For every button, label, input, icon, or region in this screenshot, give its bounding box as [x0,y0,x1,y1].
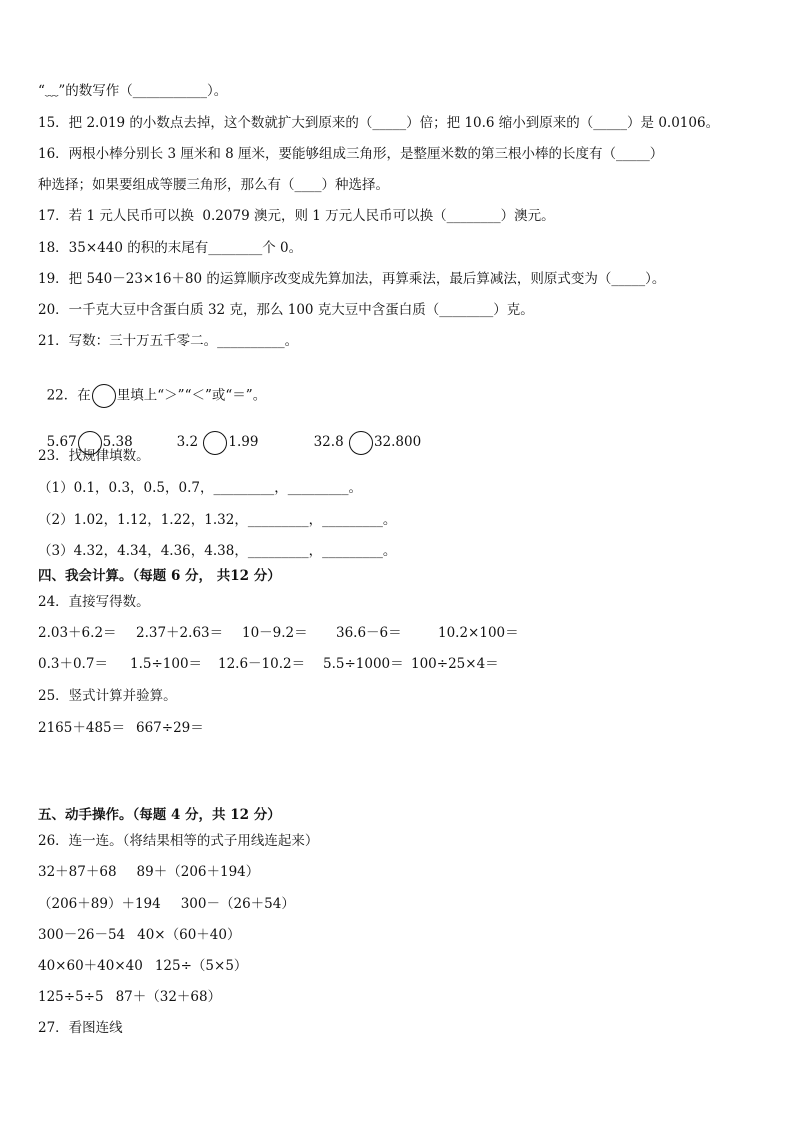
compare-right: 32.800 [373,434,422,450]
compare-circle-input[interactable] [203,431,227,455]
compare-left: 32.8 [313,434,344,450]
calc-item: 36.6－6＝ [336,625,402,641]
question-21: 21．写数：三十万五千零二。__________。 [38,333,299,349]
question-16-line1: 16．两根小棒分别长 3 厘米和 8 厘米，要能够组成三角形，是整厘米数的第三根小棒的长度有（_____） [38,146,664,162]
match-left[interactable]: 32＋87＋68 [38,864,117,880]
match-left[interactable]: 300－26－54 [38,927,126,943]
compare-left: 5.67 [46,434,77,450]
match-row [38,926,240,944]
question-17: 17．若 1 元人民币可以换 0.2079 澳元，则 1 万元人民币可以换（________）澳元。 [38,208,555,224]
compare-right: 5.38 [102,434,133,450]
calc-item: 10－9.2＝ [242,625,308,641]
match-row [38,988,221,1006]
question-23-3: （3）4.32，4.34，4.36，4.38，_________，_________。 [38,543,397,559]
section-4-heading: 四、我会计算。（每题 6 分， 共12 分） [38,568,281,584]
calc-item: 100÷25×4＝ [411,656,499,672]
fill-number-item: “﹏”的数写作（___________）。 [38,83,228,99]
question-23-1: （1）0.1，0.3，0.5，0.7，_________，_________。 [38,480,362,496]
question-16-line2: 种选择；如果要组成等腰三角形，那么有（____）种选择。 [38,177,389,193]
match-right[interactable]: 87＋（32＋68） [115,989,222,1005]
match-right[interactable]: 300－（26＋54） [180,896,295,912]
question-23: 23．找规律填数。 [38,448,150,464]
compare-left: 3.2 [176,434,199,450]
question-18: 18．35×440 的积的末尾有________个 0。 [38,240,303,256]
calc-item: 10.2×100＝ [438,625,519,641]
compare-item [168,406,258,455]
calc-item: 12.6－10.2＝ [218,656,306,672]
match-right[interactable]: 125÷（5×5） [154,958,248,974]
question-25: 25．竖式计算并验算。 [38,688,177,704]
vertical-calc-item: 2165＋485＝ [38,720,126,736]
calc-item: 0.3＋0.7＝ [38,656,108,672]
question-22-suffix: 里填上“＞”“＜”或“＝”。 [116,387,267,404]
compare-item [305,406,421,455]
circle-icon [92,384,116,408]
match-left[interactable]: 125÷5÷5 [38,989,104,1005]
match-row [38,895,295,913]
question-22 [38,366,266,408]
match-left[interactable]: （206＋89）＋194 [38,896,161,912]
calc-item: 1.5÷100＝ [130,656,203,672]
question-24: 24．直接写得数。 [38,594,150,610]
question-22-prefix: 22．在 [46,387,91,404]
compare-circle-input[interactable] [349,431,373,455]
match-right[interactable]: 40×（60＋40） [137,927,241,943]
question-20: 20．一千克大豆中含蛋白质 32 克，那么 100 克大豆中含蛋白质（________）克。 [38,302,534,318]
match-row [38,957,247,975]
match-left[interactable]: 40×60＋40×40 [38,958,143,974]
question-15: 15．把 2.019 的小数点去掉，这个数就扩大到原来的（_____）倍；把 10.6 缩小到原来的（_____）是 0.0106。 [38,115,720,131]
calc-item: 2.03＋6.2＝ [38,625,117,641]
question-19: 19．把 540－23×16＋80 的运算顺序改变成先算加法，再算乘法，最后算减法，则原式变为（_____）。 [38,271,666,287]
question-26: 26．连一连。（将结果相等的式子用线连起来） [38,833,319,849]
calc-item: 2.37＋2.63＝ [136,625,224,641]
question-23-2: （2）1.02，1.12，1.22，1.32，_________，_________。 [38,512,397,528]
calc-item: 5.5÷1000＝ [323,656,404,672]
vertical-calc-item: 667÷29＝ [136,720,204,736]
compare-right: 1.99 [228,434,259,450]
question-27: 27．看图连线 [38,1020,123,1036]
match-right[interactable]: 89＋（206＋194） [136,864,260,880]
section-5-heading: 五、动手操作。（每题 4 分，共 12 分） [38,807,281,823]
match-row [38,863,259,881]
